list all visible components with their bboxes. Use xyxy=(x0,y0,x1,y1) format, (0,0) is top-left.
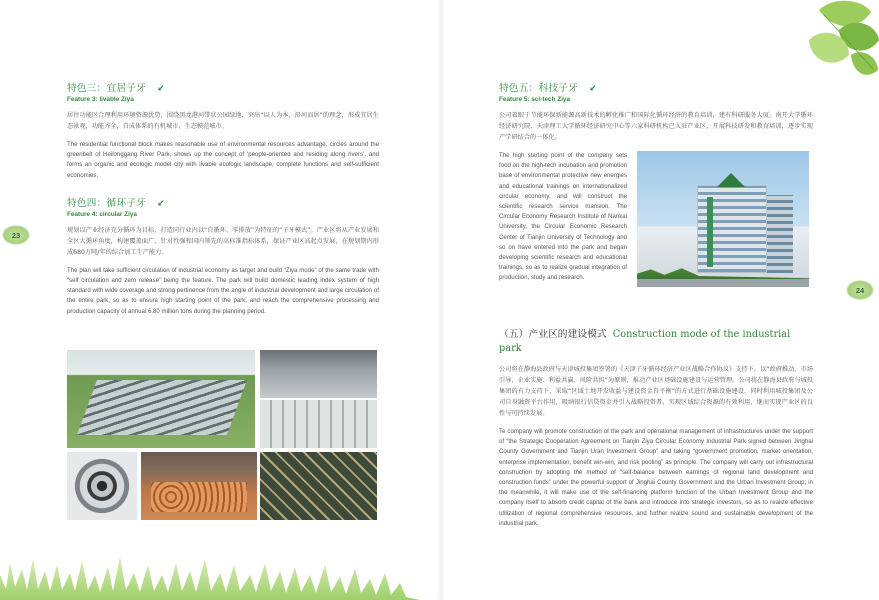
page-gutter xyxy=(437,0,445,600)
leaves-decoration-icon xyxy=(779,0,879,82)
photo-collage xyxy=(67,350,377,520)
section5 xyxy=(499,328,813,539)
section5-heading xyxy=(499,328,813,356)
section5-text-zh: 公司将在静海县政府与天津城投集团签署的《天津子牙循环经济产业区战略合作协议》支持下，以“政府推动、市场引导、企业实施、利益共赢、风险共担”为原则，推动产业区基础设施建设与运营管理。公司将在静海县政府与城投集团的有力支持下，采取“区域土地开发收益与建设资金自平衡”的方式进行基础设施建设，同时利用城投集团及公司自身融资平台作用，吸纳银行信贷资金并引入战略投资者，实现区域综合资源的有效利用，继而实现产业区的良性与可持续发展。 xyxy=(499,366,813,417)
feature3-heading xyxy=(67,76,379,104)
photo-recycling-bales xyxy=(260,400,377,448)
feature5-text-zh: 公司着眼于节能环保新能源高新技术的孵化推广和国际化循环经济的教育培训，建有科研服务大厦。南开大学循环经济研究院、天津理工大学循环经济研究中心等六家科研机构已入驻产业区，开展科技研发和教育培训，逐步实现产学研结合的一体化。 xyxy=(499,112,813,141)
feature4-text-zh: 规划以产业经济充分循环为目标，打造同行业内以“自循环、零排放”为特征的“子牙模式”。产业区将从产业发展和全区大循环角度，构建覆盖面广、针对性强和国内领先的高标准指标体系，保证产业区高起点发展，在规划期内形成680万吨/年的综合加工生产能力。 xyxy=(67,226,379,256)
arrow-down-left-icon: ↙ xyxy=(157,84,165,94)
photo-wheel-rim xyxy=(67,452,137,520)
feature3-text-en: The residential functional block makes reasonable use of environmental resources advantage, circles around the greenbelt of Heilonggang River Park, shows up the concept of ‘people-oriented and residing along rivers’, and forms an organic and ecologic model city with livable ecologic landscape, complete functions and self-sufficient economies. xyxy=(67,141,379,179)
feature5-title-en: Feature 5: sci-tech Ziya xyxy=(499,96,571,103)
arrow-down-left-icon: ↙ xyxy=(157,198,165,209)
left-column xyxy=(67,76,379,327)
section5-title-en: Construction mode of the industrial park xyxy=(499,329,791,354)
page-number-left: 23 xyxy=(2,225,30,245)
photo-warehouse-interior xyxy=(260,350,377,398)
feature4-title-en: Feature 4: circular Ziya xyxy=(67,210,137,218)
feature5-title-zh: 特色五：科技子牙 xyxy=(499,83,579,94)
photo-circuit-boards xyxy=(260,452,377,520)
photo-copper-coils xyxy=(141,452,257,520)
feature3-title-en: Feature 3: livable Ziya xyxy=(67,96,134,103)
section5-title-zh: （五）产业区的建设模式 xyxy=(499,329,607,340)
arrow-down-left-icon: ↙ xyxy=(589,84,597,94)
photo-industrial-park-aerial xyxy=(67,350,255,448)
feature4-title-zh: 特色四：循环子牙 xyxy=(67,197,147,209)
feature3-text-zh: 居住功能区合理利用环境资源优势，围绕黑龙港河带状公园绿地，突出“以人为本，沿河而居”的理念，形成宜居生态景观，功能齐全，自成体系的有机城市、生态模范城市。 xyxy=(67,112,379,130)
photo-research-building xyxy=(637,151,809,287)
feature3-title-zh: 特色三：宜居子牙 xyxy=(67,83,147,94)
feature4-text-en: The plan will take sufficient circulation of industrial economy as target and build “Ziya mode” of the same trade with “self circulation and zero release” being the feature. The park will build domestic leading index system of high standard with wide coverage and strong pertinence from the angle of industrial development and large circulation of the entire park, so as to ensure high starting point of the park, and reach the comprehensive processing and production capacity of annual 6.80 million tons during the planning period. xyxy=(67,266,379,315)
feature5-split xyxy=(499,151,813,287)
feature5-text-en: The high starting point of the company sets food on the high-tech incubation and promotion base of environmental protective new energies and educational trainings on internationalized circular economy, and will construct the scientific research service mansion. The Circular Economy Research Institute of Nankai University, the Circular Economic Research Center of Tianjin University of Technology and so on have entered into the park and began developing scientific research and educational trainings, so as to realize gradual integration of production, study and research. xyxy=(499,152,627,282)
right-column xyxy=(499,76,813,287)
feature5-heading xyxy=(499,76,813,104)
page-number-right: 24 xyxy=(846,280,874,300)
feature4-heading xyxy=(67,191,379,219)
grass-decoration-icon xyxy=(0,545,420,600)
section5-text-en: Te company will promote construction of the park and operational management of infrastructures under the support of “the Strategic Cooperation Agreement on Tianjin Ziya Circular Economy Industrial Park signed between Jinghai County Government and Tianjin Uran Investment Group” and taking “government promotion, market orientation, enterprise implementation, benefit win-win, and risk pooling” as principle. The company will carry out infrastructural construction by adopting the method of “self-balance between earnings of regional land development and construction funds” under the powerful support of Jinghai County Government and the Urban Investment Group; in the meanwhile, it will make use of the self-financing platform function of the Urban Investment Group and the company itself to absorb credit capital of the bank and introduce into strategic investors, so as to realize effective utilization of regional comprehensive resources, and further realize sound and sustainable development of the industrial park. xyxy=(499,428,813,527)
